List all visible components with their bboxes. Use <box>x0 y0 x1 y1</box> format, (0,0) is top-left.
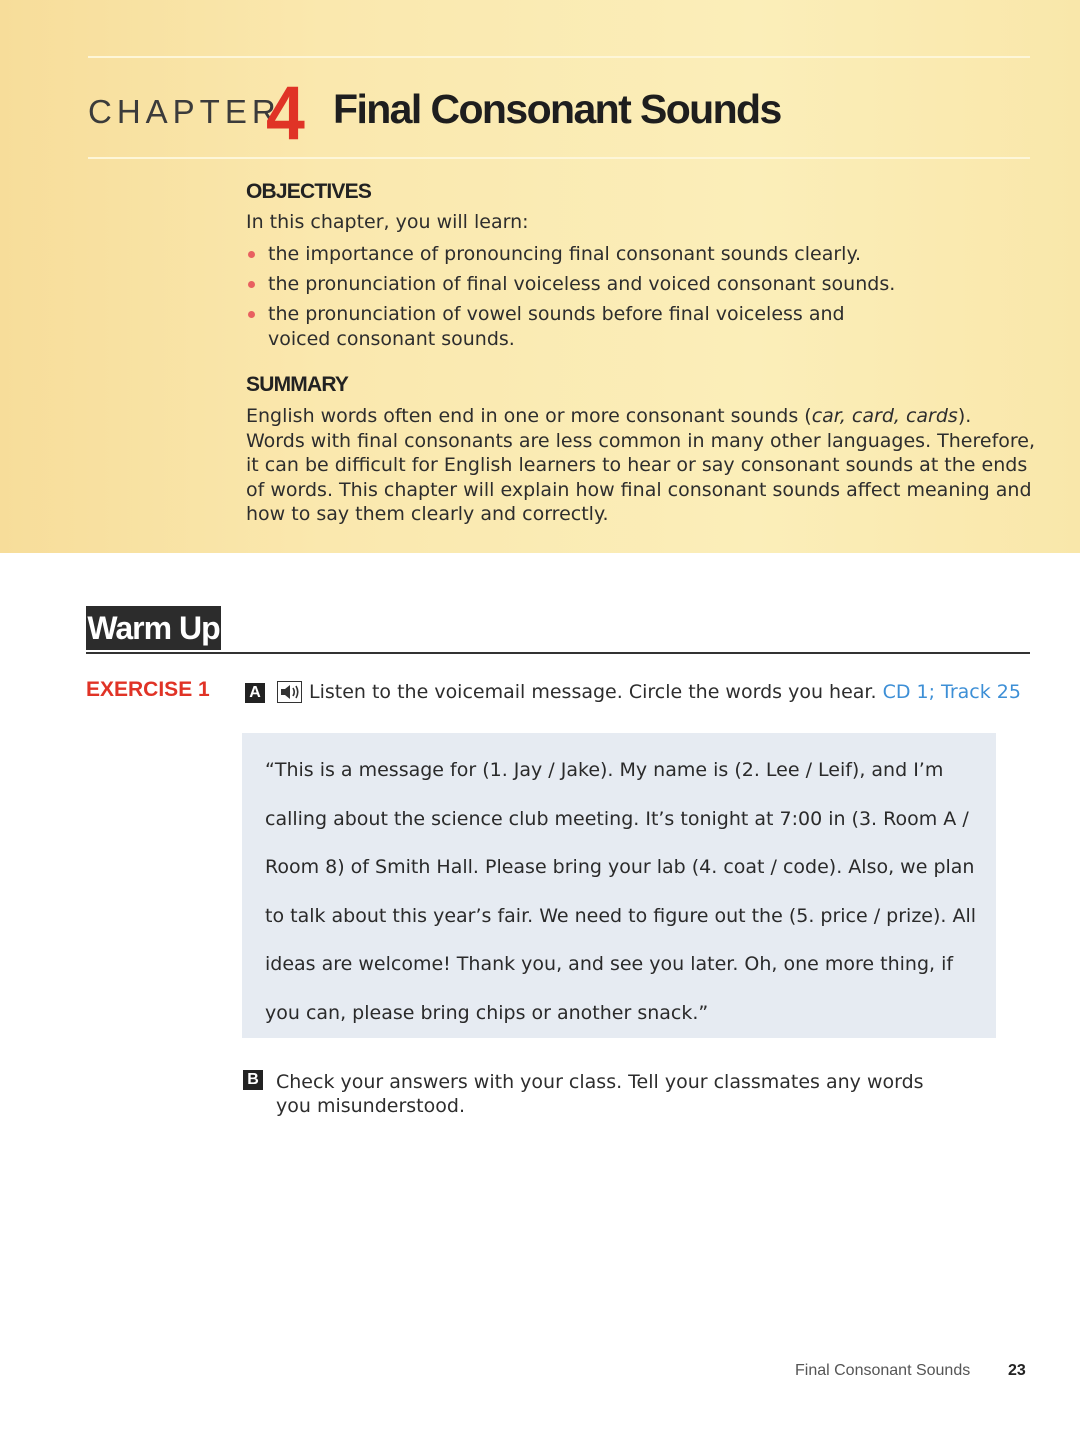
objectives-heading: OBJECTIVES <box>246 180 372 203</box>
summary-text <box>246 404 1036 527</box>
header-rule-bottom <box>88 157 1030 159</box>
objective-item <box>246 242 906 267</box>
objectives-list <box>246 242 906 357</box>
summary-heading: SUMMARY <box>246 373 349 396</box>
objective-text: the pronunciation of final voiceless and voiced consonant sounds. <box>268 273 896 295</box>
summary-text-before: English words often end in one or more consonant sounds ( <box>246 405 812 427</box>
header-rule-top <box>88 56 1030 58</box>
summary-text-after: ). Words with final consonants are less common in many other languages. Therefore, it can be difficult for English learners to hear or say consonant sounds at the ends of words. This chapter will explain how final consonant sounds affect meaning and how to say them clearly and correctly. <box>246 405 1036 525</box>
objective-item <box>246 302 906 351</box>
warm-up-rule <box>86 652 1030 654</box>
page-number: 23 <box>1008 1362 1026 1379</box>
part-b-instruction: Check your answers with your class. Tell your classmates any words you misunderstood. <box>276 1071 924 1117</box>
bullet-icon <box>248 251 255 258</box>
chapter-label: CHAPTER <box>88 93 281 130</box>
objectives-intro: In this chapter, you will learn: <box>246 211 529 233</box>
objective-text: the importance of pronouncing final consonant sounds clearly. <box>268 243 862 265</box>
voicemail-message-text: “This is a message for (1. Jay / Jake). My name is (2. Lee / Leif), and I’m calling about the science club meeting. It’s tonight at 7:00 in (3. Room A / Room 8) of Smith Hall. Please bring your lab (4. coat / code). Also, we plan to talk about this year’s fair. We need to figure out the (5. price / prize). All ideas are welcome! Thank you, and see you later. Oh, one more thing, if you can, please bring chips or another snack.” <box>265 759 977 1024</box>
speaker-icon[interactable] <box>277 681 302 703</box>
footer-chapter-title: Final Consonant Sounds <box>795 1362 971 1379</box>
warm-up-heading: Warm Up <box>86 606 221 650</box>
speaker-icon-graphic <box>277 681 302 703</box>
objective-text: the pronunciation of vowel sounds before final voiceless and voiced consonant sounds. <box>268 303 845 350</box>
chapter-title: Final Consonant Sounds <box>333 86 781 132</box>
objective-item <box>246 272 906 297</box>
audio-track-reference[interactable]: CD 1; Track 25 <box>882 681 1021 703</box>
exercise-label: EXERCISE 1 <box>86 678 210 701</box>
part-b-letter: B <box>243 1070 263 1090</box>
bullet-icon <box>248 311 255 318</box>
part-a-letter: A <box>245 683 265 703</box>
summary-examples: car, card, cards <box>811 405 958 427</box>
bullet-icon <box>248 281 255 288</box>
chapter-number: 4 <box>266 71 305 156</box>
part-a-instruction-text: Listen to the voicemail message. Circle the words you hear. <box>309 681 877 703</box>
part-a-instruction <box>309 681 1021 703</box>
